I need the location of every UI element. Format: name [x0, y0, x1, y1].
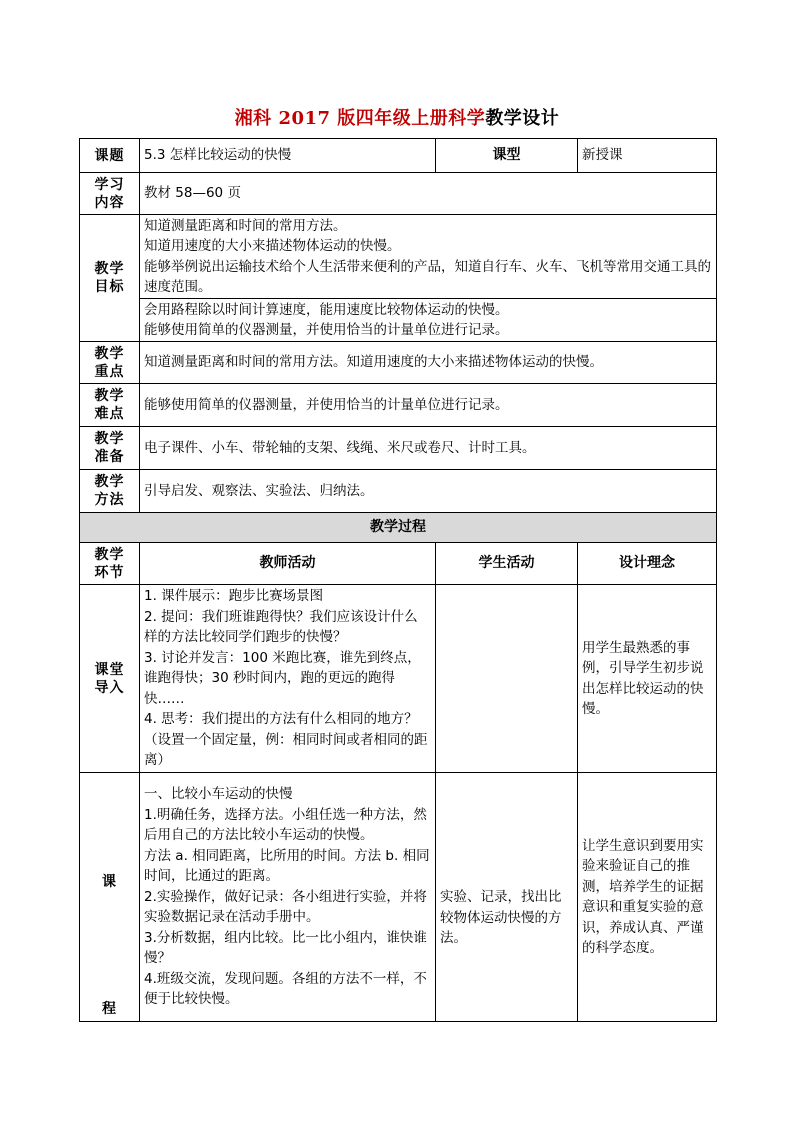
teacher-line: 方法 a. 相同距离，比所用的时间。方法 b. 相同时间，比通过的距离。: [144, 847, 430, 885]
lesson-stage: [84, 773, 135, 1018]
intro-stage: 课堂导入: [94, 661, 125, 696]
content-label: 学习内容: [94, 176, 125, 211]
lesson-teacher: [140, 773, 436, 1022]
topic-value: 5.3 怎样比较运动的快慢: [140, 139, 436, 173]
lesson-idea: 让学生意识到要用实验来验证自己的推测，培养学生的证据意识和重复实验的意识，养成认真、严谨的科学态度。: [578, 773, 717, 1022]
goal-line: 能够使用简单的仪器测量，并使用恰当的计量单位进行记录。: [144, 322, 509, 338]
title-black-part: 教学设计: [485, 108, 560, 129]
header-stage: 教学环节: [94, 546, 125, 581]
teacher-line: 3.分析数据，组内比较。比一比小组内，谁快谁慢？: [144, 929, 427, 967]
teacher-line: 4. 思考：我们提出的方法有什么相同的地方？（设置一个固定量，例：相同时间或者相同的距离）: [144, 711, 428, 769]
method-label: 教学方法: [94, 474, 125, 508]
goal-part1: [140, 215, 717, 299]
row-intro: [80, 585, 717, 773]
process-band: 教学过程: [80, 513, 717, 543]
difficulty-label: 教学难点: [94, 388, 125, 422]
goal-line: 会用路程除以时间计算速度，能用速度比较物体运动的快慢。: [144, 301, 509, 318]
header-teacher: 教师活动: [140, 543, 436, 585]
goal-part2: [140, 299, 717, 342]
row-focus: [80, 342, 717, 384]
intro-idea: 用学生最熟悉的事例，引导学生初步说出怎样比较运动的快慢。: [578, 585, 717, 773]
teacher-line: 2. 提问：我们班谁跑得快？我们应该设计什么样的方法比较同学们跑步的快慢？: [144, 608, 418, 646]
teacher-line: 1.明确任务，选择方法。小组任选一种方法，然后用自己的方法比较小车运动的快慢。: [144, 806, 427, 844]
row-process-band: [80, 513, 717, 543]
title-red-part: 湘科 2017 版四年级上册科学: [234, 108, 486, 129]
method-value: 引导启发、观察法、实验法、归纳法。: [140, 470, 717, 513]
goal-label: 教学目标: [94, 261, 125, 295]
content-value: 教材 58—60 页: [140, 173, 717, 215]
lesson-student: 实验、记录，找出比较物体运动快慢的方法。: [436, 773, 578, 1022]
teacher-line: 一、比较小车运动的快慢: [144, 786, 293, 803]
prep-label: 教学准备: [94, 431, 125, 465]
type-value: 新授课: [578, 139, 717, 173]
focus-label: 教学重点: [94, 345, 125, 380]
row-method: [80, 470, 717, 513]
header-student: 学生活动: [436, 543, 578, 585]
row-goal-2: [80, 299, 717, 342]
row-difficulty: [80, 384, 717, 427]
intro-student: [436, 585, 578, 773]
row-topic: [80, 139, 717, 173]
focus-value: 知道测量距离和时间的常用方法。知道用速度的大小来描述物体运动的快慢。: [140, 342, 717, 384]
row-process-headers: [80, 543, 717, 585]
row-prep: [80, 427, 717, 470]
goal-line: 知道用速度的大小来描述物体运动的快慢。: [144, 238, 401, 254]
teacher-line: 3. 讨论并发言：100 米跑比赛，谁先到终点，谁跑得快；30 秒时间内，跑的更远的跑得快……: [144, 649, 421, 707]
lesson-stage-top: 课: [102, 874, 117, 890]
prep-value: 电子课件、小车、带轮轴的支架、线绳、米尺或卷尺、计时工具。: [140, 427, 717, 470]
topic-label: 课题: [80, 139, 140, 173]
lesson-plan-table: [79, 138, 717, 1022]
lesson-stage-bottom: 程: [102, 1001, 117, 1017]
type-label: 课型: [436, 139, 578, 173]
difficulty-value: 能够使用简单的仪器测量，并使用恰当的计量单位进行记录。: [140, 384, 717, 427]
row-lesson: [80, 773, 717, 1022]
row-content: [80, 173, 717, 215]
row-goal-1: [80, 215, 717, 299]
teacher-line: 1. 课件展示：跑步比赛场景图: [144, 588, 324, 605]
page-title: [0, 104, 794, 130]
goal-line: 知道测量距离和时间的常用方法。: [144, 217, 347, 234]
intro-teacher: [140, 585, 436, 773]
teacher-line: 4.班级交流，发现问题。各组的方法不一样，不便于比较快慢。: [144, 970, 427, 1008]
header-idea: 设计理念: [578, 543, 717, 585]
teacher-line: 2.实验操作，做好记录：各小组进行实验，并将实验数据记录在活动手册中。: [144, 888, 427, 926]
goal-line: 能够举例说出运输技术给个人生活带来便利的产品，知道自行车、火车、飞机等常用交通工具的速度范围。: [144, 258, 711, 295]
